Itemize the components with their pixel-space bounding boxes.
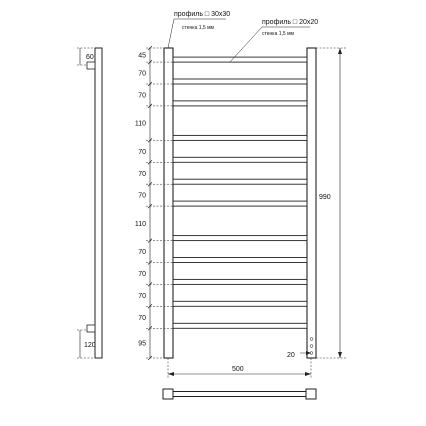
- bar-wall-label: стенка 1,5 мм: [262, 31, 294, 37]
- crossbar: [173, 101, 307, 106]
- gap-label: 70: [138, 92, 146, 100]
- gap-label: 70: [138, 271, 146, 278]
- crossbar: [173, 79, 307, 84]
- crossbar: [173, 179, 307, 184]
- crossbar: [173, 323, 307, 328]
- crossbar: [173, 57, 307, 62]
- crossbars: [173, 57, 307, 328]
- left-post: [164, 48, 173, 358]
- gap-label: 45: [138, 52, 146, 60]
- side-post: [95, 48, 102, 358]
- post-profile-note: [168, 11, 230, 48]
- top-view-left-post: [163, 389, 173, 399]
- crossbar: [173, 279, 307, 284]
- side-bottom-dim: 120: [84, 342, 96, 349]
- side-view: [77, 48, 102, 358]
- gap-label: 70: [138, 192, 146, 200]
- right-post: [307, 48, 316, 358]
- side-mount-top: [87, 62, 95, 69]
- width-dim: 500: [232, 366, 244, 373]
- side-mount-bottom: [87, 325, 95, 332]
- top-view-bar: [173, 392, 306, 397]
- gap-label: 70: [138, 292, 146, 300]
- gap-label: 70: [138, 70, 146, 78]
- post-profile-label: профиль □ 30x30: [174, 11, 231, 18]
- gap-label: 110: [134, 120, 146, 128]
- crossbar: [173, 157, 307, 162]
- gap-label: 95: [138, 340, 146, 348]
- crossbar: [173, 135, 307, 140]
- post-wall-label: стенка 1,5 мм: [182, 25, 214, 31]
- crossbar: [173, 258, 307, 263]
- gap-label: 70: [138, 314, 146, 322]
- bar-profile-note: [230, 19, 318, 62]
- top-view: [163, 389, 316, 399]
- gap-label: 70: [138, 148, 146, 156]
- bottom-offset-dim: 20: [287, 352, 295, 359]
- top-view-right-post: [306, 389, 316, 399]
- gap-label: 110: [134, 220, 146, 228]
- gap-label: 70: [138, 170, 146, 178]
- crossbar: [173, 201, 307, 206]
- gap-label: 70: [138, 249, 146, 256]
- crossbar: [173, 236, 307, 241]
- total-height-dim: 990: [319, 194, 331, 201]
- crossbar: [173, 301, 307, 306]
- bar-profile-label: профиль □ 20x20: [262, 19, 319, 26]
- front-view: [135, 46, 346, 378]
- side-top-dim: 60: [86, 54, 94, 61]
